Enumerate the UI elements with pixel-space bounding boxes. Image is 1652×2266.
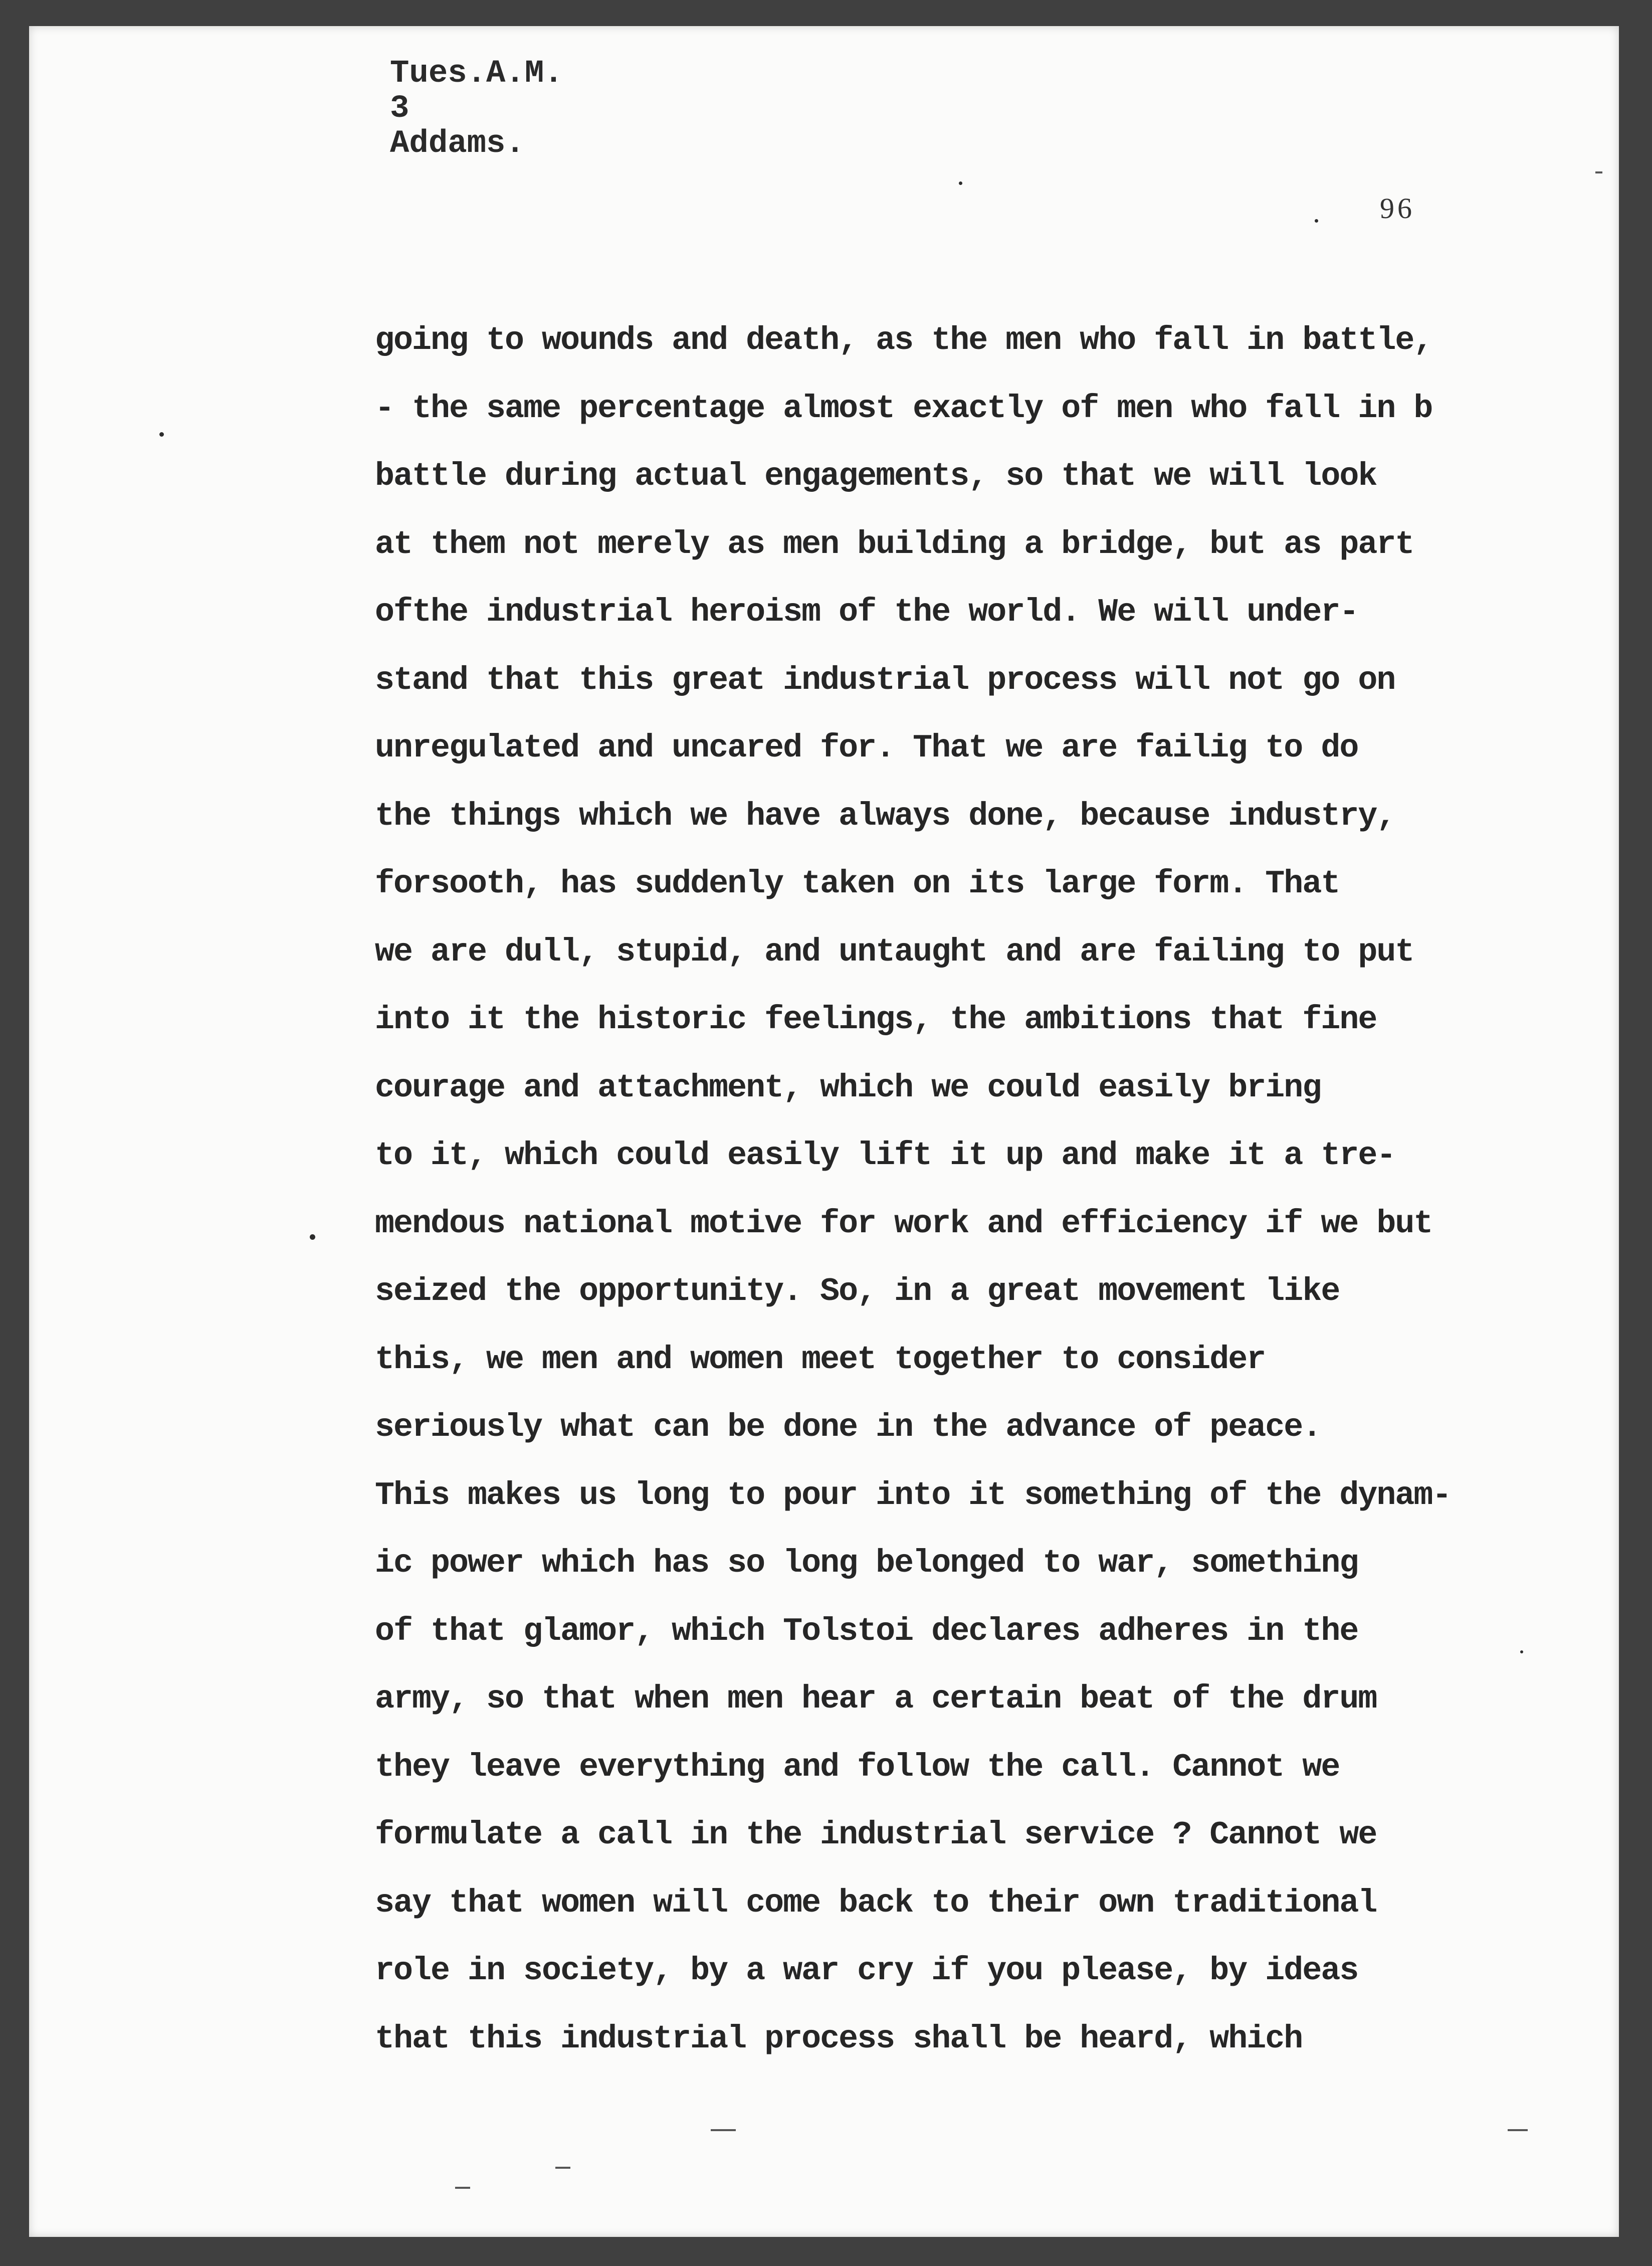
text-line: this, we men and women meet together to consider: [375, 1341, 1266, 1378]
scan-speck: [310, 1234, 315, 1240]
text-line: to it, which could easily lift it up and make it a tre-: [375, 1137, 1395, 1174]
scan-mark: [455, 2187, 470, 2189]
page-header: [390, 56, 563, 161]
scan-mark: [1508, 2129, 1528, 2131]
text-line: battle during actual engagements, so that we will look: [375, 458, 1377, 495]
text-line: seriously what can be done in the advance of peace.: [375, 1409, 1321, 1446]
text-line: of that glamor, which Tolstoi declares adheres in the: [375, 1612, 1358, 1650]
session-label: Tues.A.M.: [390, 56, 563, 92]
text-line: army, so that when men hear a certain beat of the drum: [375, 1680, 1377, 1718]
text-line: forsooth, has suddenly taken on its large form. That: [375, 865, 1340, 902]
scan-speck: [159, 432, 164, 437]
section-number: 3: [390, 91, 409, 127]
text-line: going to wounds and death, as the men who fall in battle,: [375, 322, 1432, 359]
scan-mark: [555, 2167, 570, 2169]
text-line: - the same percentage almost exactly of men who fall in b: [375, 390, 1432, 427]
text-line: unregulated and uncared for. That we are failig to do: [375, 729, 1358, 767]
text-line: ic power which has so long belonged to war, something: [375, 1545, 1358, 1582]
body-text: [375, 307, 1588, 2073]
speaker-name: Addams.: [390, 126, 525, 162]
page-number: 96: [1380, 192, 1415, 225]
text-line: mendous national motive for work and efficiency if we but: [375, 1205, 1432, 1242]
text-line: ofthe industrial heroism of the world. We will under-: [375, 594, 1358, 631]
scan-speck: [1315, 219, 1318, 223]
scan-mark: [711, 2129, 736, 2131]
text-line: This makes us long to pour into it something of the dynam-: [375, 1476, 1451, 1514]
typewritten-page: [29, 26, 1619, 2237]
text-line: seized the opportunity. So, in a great movement like: [375, 1273, 1340, 1310]
scan-mark: [1595, 171, 1602, 173]
scan-speck: [959, 181, 962, 185]
scan-speck: [1520, 1650, 1523, 1653]
text-line: we are dull, stupid, and untaught and are failing to put: [375, 933, 1414, 971]
text-line: role in society, by a war cry if you please, by ideas: [375, 1952, 1358, 1989]
text-line: the things which we have always done, because industry,: [375, 797, 1395, 835]
text-line: into it the historic feelings, the ambitions that fine: [375, 1001, 1377, 1038]
text-line: at them not merely as men building a bridge, but as part: [375, 525, 1414, 563]
text-line: formulate a call in the industrial service ? Cannot we: [375, 1816, 1377, 1853]
text-line: courage and attachment, which we could easily bring: [375, 1069, 1321, 1106]
text-line: that this industrial process shall be heard, which: [375, 2020, 1303, 2057]
text-line: stand that this great industrial process will not go on: [375, 661, 1395, 699]
text-line: say that women will come back to their own traditional: [375, 1884, 1377, 1922]
text-line: they leave everything and follow the call. Cannot we: [375, 1748, 1340, 1786]
